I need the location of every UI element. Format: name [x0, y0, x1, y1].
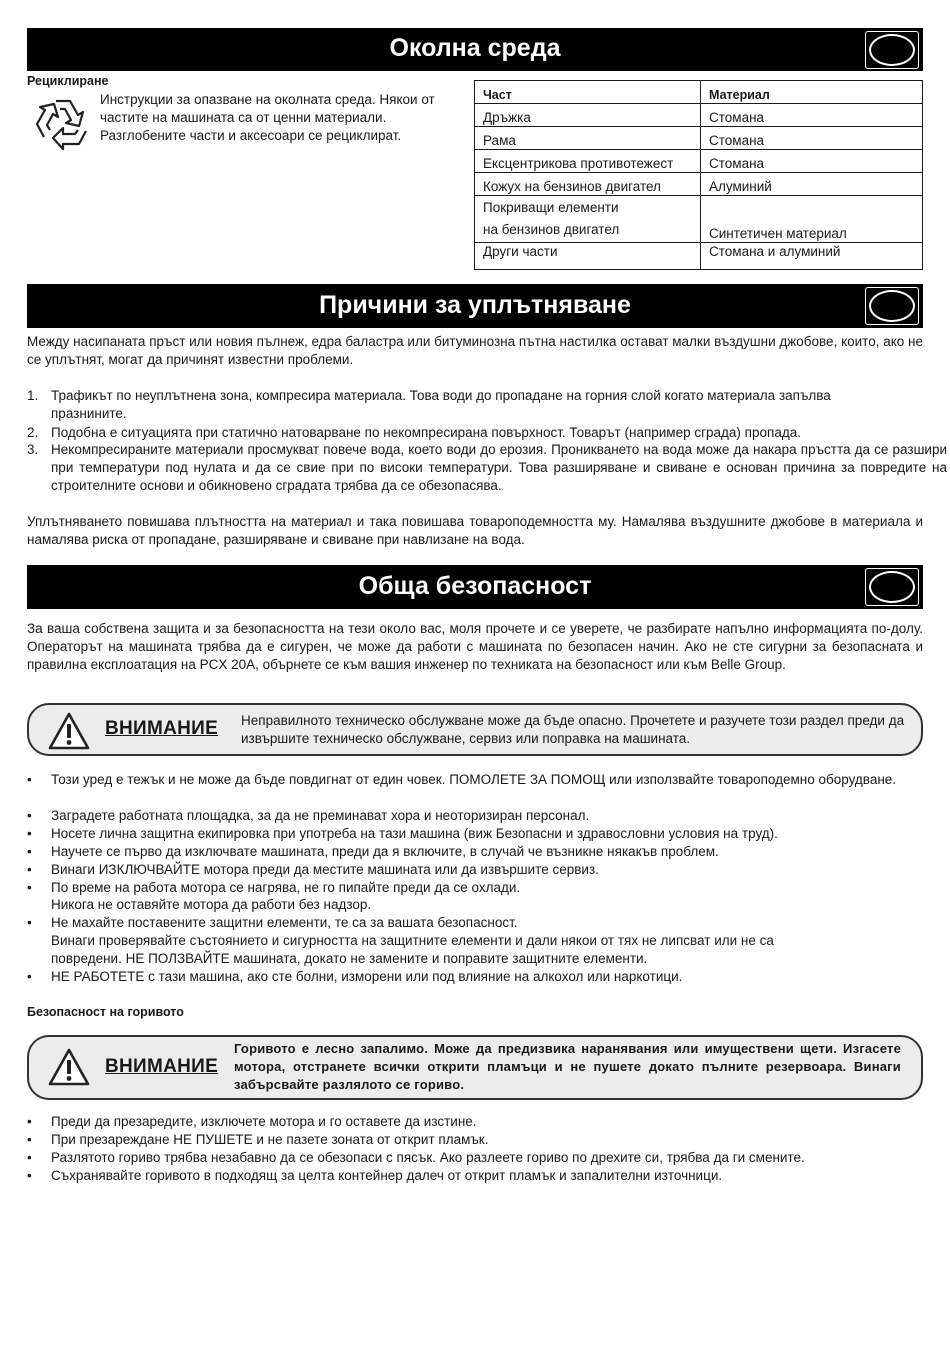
list-text: Винаги ИЗКЛЮЧВАЙТЕ мотора преди да местите машината или да извършите сервиз. [51, 862, 599, 877]
column-header-part: Част [475, 81, 701, 104]
list-item [27, 914, 935, 968]
bullet-icon: • [27, 1114, 32, 1129]
table-cell-material: Стомана [701, 150, 923, 173]
bullet-icon: • [27, 862, 32, 877]
bullet-icon: • [27, 915, 32, 930]
list-number: 3. [27, 442, 39, 457]
list-item [27, 807, 935, 825]
table-cell-material: Алуминий [701, 173, 923, 196]
compaction-title: Причини за уплътняване [319, 291, 631, 319]
list-item [27, 1113, 935, 1131]
table-row [475, 196, 923, 243]
table-header-row [475, 81, 923, 104]
bullet-icon: • [27, 880, 32, 895]
list-text: По време на работа мотора се нагрява, не го пипайте преди да се охлади. [51, 880, 521, 895]
fuel-safety-heading: Безопасност на горивото [27, 1005, 184, 1019]
environment-banner [27, 28, 923, 71]
bullet-icon: • [27, 844, 32, 859]
table-row [475, 104, 923, 127]
recycling-heading: Рециклиране [27, 74, 109, 88]
table-cell-part: Ексцентрикова противотежест [475, 150, 701, 173]
fuel-warning-text: Горивото е лесно запалимо. Може да предизвика наранявания или имуществени щети. Изгасете мотора, отстранете всички открити пламъци и не пушете докато пълните резервоара. Винаги забърсвайте разлялото се гориво. [234, 1041, 901, 1092]
list-item [27, 1131, 935, 1149]
bullet-icon: • [27, 826, 32, 841]
list-text: Научете се първо да изключвате машината, преди да я включите, в случай че възникне някакъв проблем. [51, 844, 719, 859]
table-cell-part: Други части [475, 243, 701, 270]
table-cell-part: Кожух на бензинов двигател [475, 173, 701, 196]
list-item [27, 387, 935, 423]
list-item [27, 441, 947, 495]
table-cell-part [475, 196, 701, 243]
material-table [474, 80, 923, 270]
table-row [475, 243, 923, 270]
oval-badge-icon [865, 568, 919, 606]
list-text-continued: Никога не оставяйте мотора да работи без надзор. [51, 897, 372, 912]
table-row [475, 150, 923, 173]
list-text: Трафикът по неуплътнена зона, компресира материала. Това води до пропадане на горния слой когато материала запълва празнините. [51, 388, 831, 421]
fuel-warning-label: ВНИМАНИЕ [105, 1056, 219, 1077]
list-text: Носете лична защитна екипировка при употреба на тази машина (виж Безопасни и здравословни условия на труд). [51, 826, 778, 841]
table-row [475, 173, 923, 196]
list-text: Не махайте поставените защитни елементи, те са за вашата безопасност. [51, 915, 518, 930]
compaction-banner [27, 284, 923, 328]
table-cell-part-line2: на бензинов двигател [483, 222, 620, 237]
bullet-icon: • [27, 1132, 32, 1147]
list-item [27, 968, 935, 986]
list-item [27, 843, 935, 861]
table-cell-part-line1: Покриващи елементи [483, 200, 619, 215]
safety-title: Обща безопасност [358, 572, 592, 600]
list-text: Некомпресираните материали просмукват повече вода, което води до ерозия. Проникването на вода може да накара пръстта да се разшири при температури под нулата и да се свие при по високи температури. Това разширяване и свиване е основан причина за повредите на строителните основи и обикновено сградата трябва да се обезопасява. [51, 442, 947, 493]
list-text: Този уред е тежък и не може да бъде повдигнат от един човек. ПОМОЛЕТЕ ЗА ПОМОЩ или използвайте товароподемно оборудване. [51, 772, 897, 787]
table-row [475, 127, 923, 150]
list-number: 1. [27, 388, 39, 403]
list-item [27, 825, 935, 843]
environment-title: Околна среда [389, 34, 561, 62]
list-item [27, 879, 935, 915]
warning-triangle-icon [47, 711, 91, 756]
list-number: 2. [27, 425, 39, 440]
list-text: Преди да презаредите, изключете мотора и го оставете да изстине. [51, 1114, 477, 1129]
table-cell-material: Стомана и алуминий [701, 243, 923, 270]
list-text-continued: повредени. НЕ ПОЛЗВАЙТЕ машината, докато не замените и поправите защитните елементи. [51, 951, 648, 966]
table-cell-material: Стомана [701, 104, 923, 127]
list-item [27, 1149, 935, 1167]
bullet-icon: • [27, 772, 32, 787]
warning-text: Неправилното техническо обслужване може да бъде опасно. Прочетете и разучете този раздел преди да извършите техническо обслужване, сервиз или поправка на машината. [241, 713, 905, 746]
recycling-text: Инструкции за опазване на околната среда. Някои от частите на машината са от ценни материали. Разглобените части и аксесоари се рециклират. [100, 92, 435, 143]
recycle-icon [34, 93, 92, 151]
list-text-continued: Винаги проверявайте състоянието и сигурността на защитните елементи и дали някои от тях не липсват или не са [51, 933, 774, 948]
bullet-icon: • [27, 1150, 32, 1165]
table-cell-material: Стомана [701, 127, 923, 150]
fuel-warning-box [27, 1035, 923, 1100]
list-text: Съхранявайте горивото в подходящ за целта контейнер далеч от открит пламък и запалителни източници. [51, 1168, 723, 1183]
warning-label: ВНИМАНИЕ [105, 718, 219, 739]
bullet-icon: • [27, 808, 32, 823]
list-item [27, 861, 935, 879]
column-header-material: Материал [701, 81, 923, 104]
list-text: Разлятото гориво трябва незабавно да се обезопаси с пясък. Ако разлеете гориво по дрехите си, трябва да ги смените. [51, 1150, 805, 1165]
list-text: НЕ РАБОТЕТЕ с тази машина, ако сте болни, изморени или под влияние на алкохол или наркотици. [51, 969, 683, 984]
table-cell-part: Дръжка [475, 104, 701, 127]
list-text: Подобна е ситуацията при статично натоварване по некомпресирана повърхност. Товарът (например сграда) пропада. [51, 425, 801, 440]
list-item [27, 424, 935, 442]
bullet-icon: • [27, 1168, 32, 1183]
list-text: Заградете работната площадка, за да не преминават хора и неоторизиран персонал. [51, 808, 590, 823]
table-cell-part: Рама [475, 127, 701, 150]
compaction-outro: Уплътняването повишава плътността на материал и така повишава товароподемността му. Намалява въздушните джобове в материала и намалява риска от пропадане, разширяване и свиване при навлизане на вода. [27, 514, 923, 547]
safety-banner [27, 565, 923, 609]
warning-triangle-icon [47, 1047, 91, 1092]
oval-badge-icon [865, 31, 919, 69]
list-item [27, 1167, 935, 1185]
oval-badge-icon [865, 287, 919, 325]
compaction-intro: Между насипаната пръст или новия пълнеж, едра баластра или битуминозна пътна настилка остават малки въздушни джобове, които, ако не се уплътнят, могат да причинят известни проблеми. [27, 334, 924, 367]
table-cell-material: Синтетичен материал [701, 196, 923, 243]
list-text: При презареждане НЕ ПУШЕТЕ и не пазете зоната от открит пламък. [51, 1132, 489, 1147]
list-item [27, 771, 935, 807]
maintenance-warning-box [27, 703, 923, 756]
bullet-icon: • [27, 969, 32, 984]
safety-intro: За ваша собствена защита и за безопасността на тези около вас, моля прочете и се уверете, че разбирате напълно информацията по-долу. Операторът на машината трябва да е сигурен, че може да работи с машината по безопасен начин. Ако не сте сигурни за безопасната и правилна експлоатация на PCX 20A, обърнете се към вашия инженер по техниката на безопасност или към Belle Group. [27, 621, 923, 672]
